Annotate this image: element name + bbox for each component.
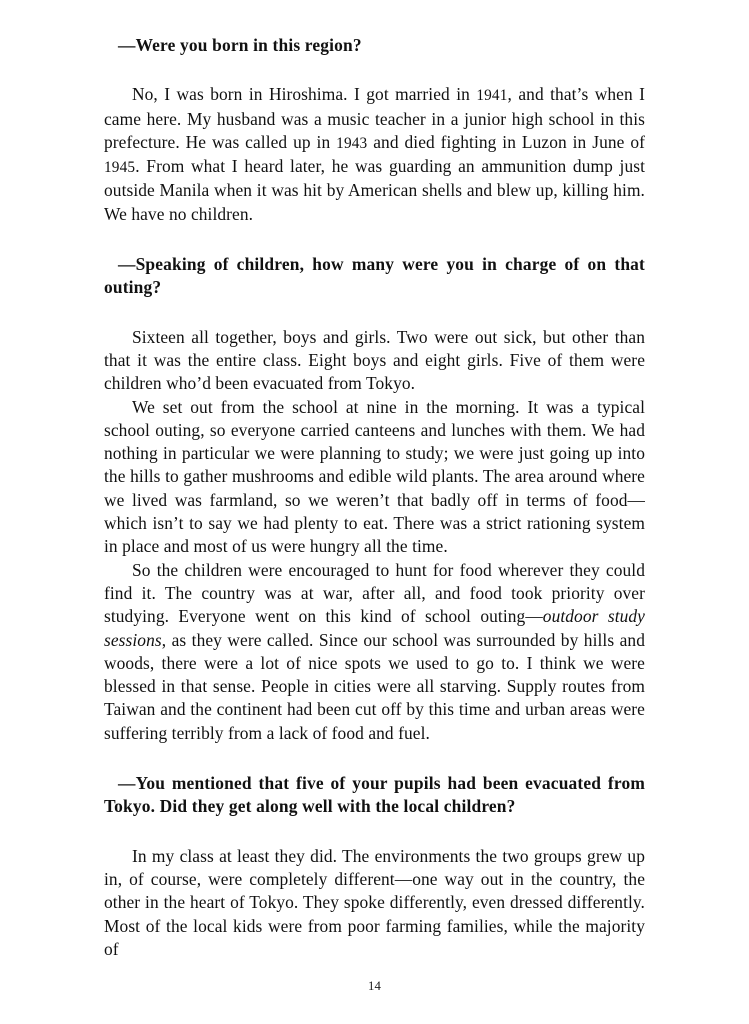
answer-paragraph-4-text-after: , as they were called. Since our school was surrounded by hills and woods, there were a lot of nice spots we used to go to. I think we were blessed in that sense. People in cities were all starving. Supply routes from Taiwan and the continent had been cut off by this time and urban areas were suffering terribly from a lack of food and fuel.	[104, 629, 645, 743]
page-number: 14	[367, 979, 381, 993]
interviewer-question-1: —Were you born in this region?	[118, 35, 362, 55]
answer-paragraph-4-italic-phrase: outdoor study sessions	[104, 606, 645, 650]
interviewer-question-3: —You mentioned that five of your pupils had been evacuated from Tokyo. Did they get along well with the local children?	[104, 773, 645, 817]
answer-paragraph-4	[104, 559, 645, 745]
page-text-block	[104, 34, 645, 961]
answer-paragraph-2: Sixteen all together, boys and girls. Two were out sick, but other than that it was the entire class. Eight boys and eight girls. Five of them were children who’d been evacuated from Tokyo.	[104, 326, 645, 394]
answer-paragraph-5: In my class at least they did. The environments the two groups grew up in, of course, were completely different—one way out in the country, the other in the heart of Tokyo. They spoke differently, even dressed differently. Most of the local kids were from poor farming families, while the majority of	[104, 845, 645, 959]
answer-paragraph-3: We set out from the school at nine in the morning. It was a typical school outing, so everyone carried canteens and lunches with them. We had nothing in particular we were planning to study; we were just going up into the hills to gather mushrooms and edible wild plants. The area around where we lived was farmland, so we weren’t that badly off in terms of food—which isn’t to say we had plenty to eat. There was a strict rationing system in place and most of us were hungry all the time.	[104, 396, 645, 557]
answer-paragraph-4-text-before: So the children were encouraged to hunt for food wherever they could find it. The country was at war, after all, and food took priority over studying. Everyone went on this kind of school outing—	[104, 559, 645, 627]
answer-paragraph-1: No, I was born in Hiroshima. I got married in 1941, and that’s when I came here. My husband was a music teacher in a junior high school in this prefecture. He was called up in 1943 and died fighting in Luzon in June of 1945. From what I heard later, he was guarding an ammunition dump just outside Manila when it was hit by American shells and blew up, killing him. We have no children.	[104, 84, 646, 224]
interviewer-question-2: —Speaking of children, how many were you in charge of on that outing?	[104, 254, 645, 298]
